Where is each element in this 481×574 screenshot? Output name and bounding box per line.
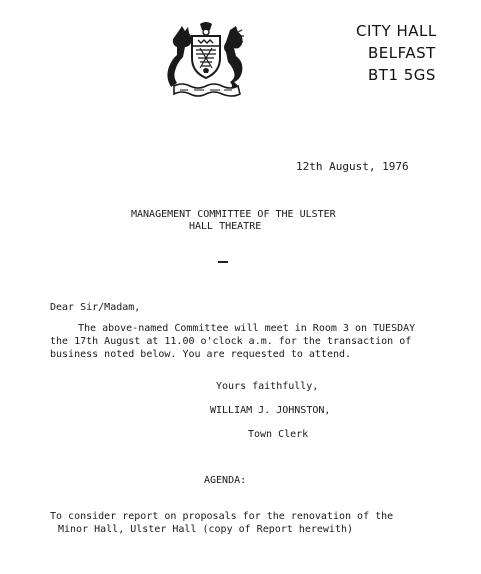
- body-line-1: The above-named Committee will meet in Room 3 on TUESDAY: [78, 323, 416, 334]
- address-line-belfast: BELFAST: [368, 44, 436, 62]
- body-line-2: the 17th August at 11.00 o'clock a.m. for the transaction of: [50, 336, 412, 347]
- belfast-coat-of-arms-icon: [160, 20, 252, 100]
- address-line-city-hall: CITY HALL: [356, 22, 437, 40]
- signer-name: WILLIAM J. JOHNSTON,: [210, 405, 331, 416]
- salutation: Dear Sir/Madam,: [50, 302, 141, 313]
- agenda-heading: AGENDA:: [204, 475, 247, 486]
- closing: Yours faithfully,: [216, 381, 319, 392]
- agenda-item-line-1: To consider report on proposals for the renovation of the: [50, 511, 394, 522]
- signer-title: Town Clerk: [248, 429, 309, 440]
- address-line-postcode: BT1 5GS: [368, 66, 436, 84]
- letter-date: 12th August, 1976: [296, 160, 409, 173]
- letterhead-address: [356, 20, 437, 86]
- body-line-3: business noted below. You are requested to attend.: [50, 349, 352, 360]
- agenda-item-line-2: Minor Hall, Ulster Hall (copy of Report herewith): [58, 524, 354, 535]
- title-divider: [218, 261, 228, 263]
- committee-title-line-1: MANAGEMENT COMMITTEE OF THE ULSTER: [131, 209, 336, 220]
- committee-title-line-2: HALL THEATRE: [189, 221, 262, 232]
